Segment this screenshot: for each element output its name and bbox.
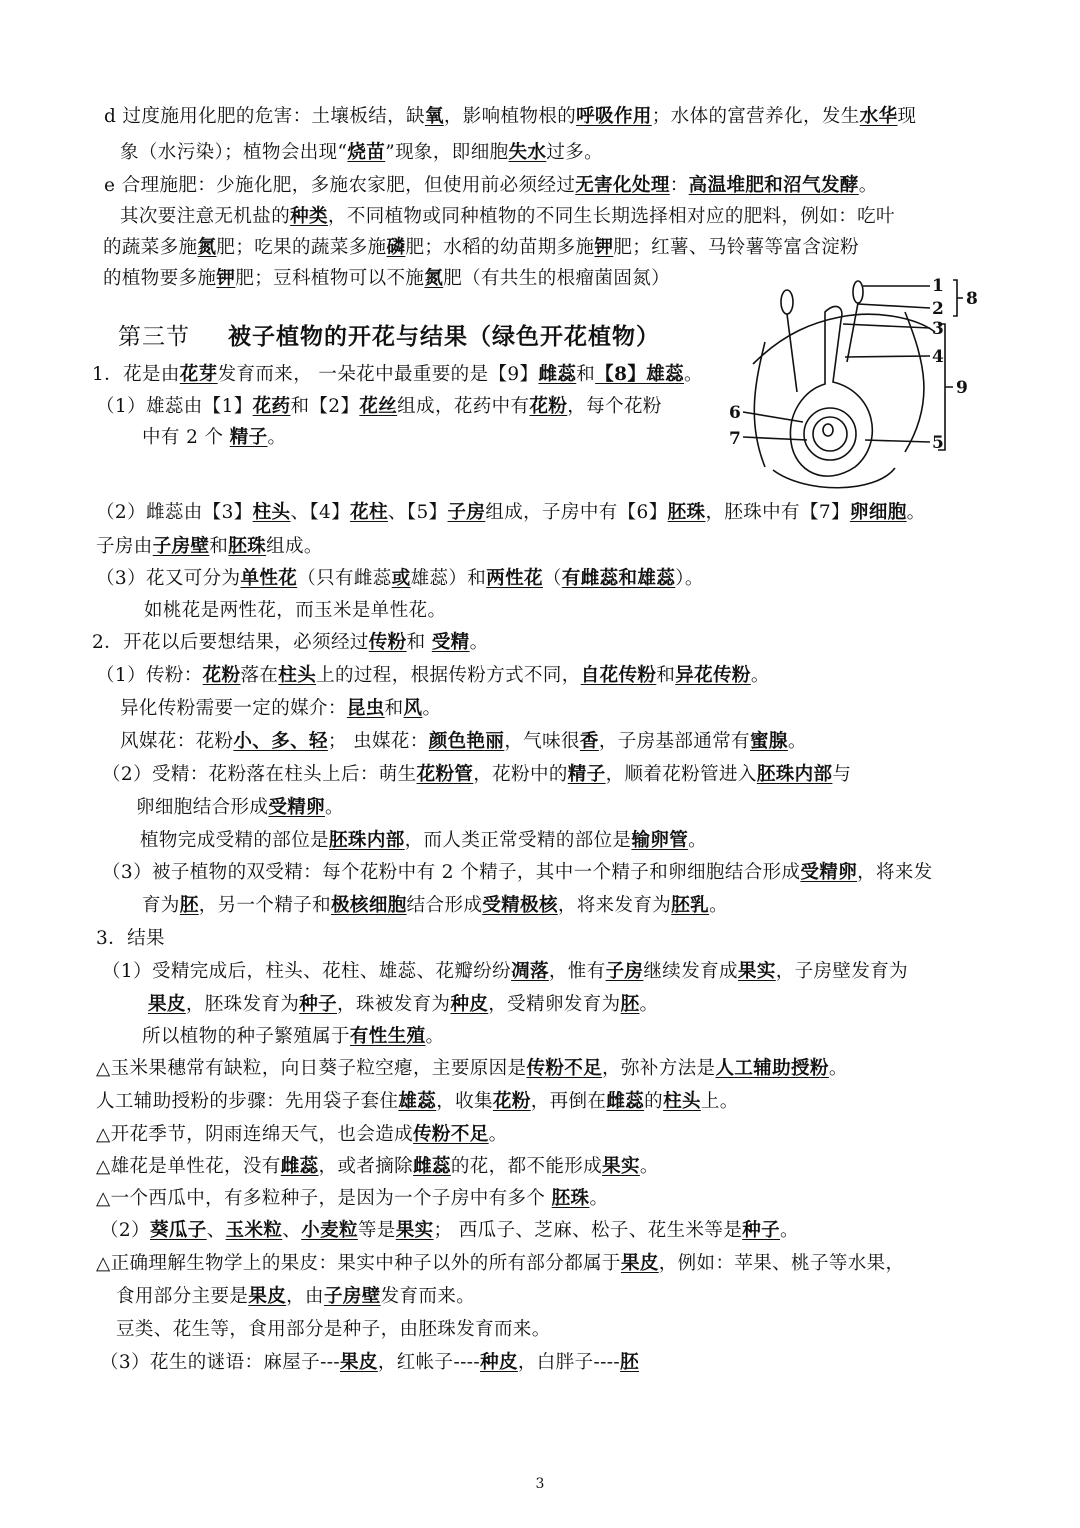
key-term: 柱头 xyxy=(278,665,317,686)
flower-structure-diagram xyxy=(725,272,985,498)
ovule-inner xyxy=(813,417,847,451)
text-segment: e xyxy=(104,175,122,196)
text-line-24 xyxy=(102,959,908,985)
text-segment: 现 xyxy=(897,106,917,127)
text-line-4 xyxy=(120,204,895,230)
key-term: 种子 xyxy=(299,994,338,1015)
text-segment: 中有 2 个 xyxy=(142,427,230,448)
text-line-7 xyxy=(92,362,703,388)
text-segment: 肥；吃果的蔬菜多施 xyxy=(216,237,387,258)
section-title: 被子植物的开花与结果（绿色开花植物） xyxy=(228,323,660,350)
label-6: 6 xyxy=(729,403,741,423)
key-term: 高温堆肥和沼气发酵 xyxy=(688,175,859,196)
text-segment: 2．开花以后要想结果，必须经过 xyxy=(92,632,369,653)
key-term: 花粉 xyxy=(202,665,241,686)
key-term: 传粉 xyxy=(368,632,407,653)
text-segment: 豆类、花生等，食用部分是种子，由胚珠发育而来。 xyxy=(116,1319,551,1340)
key-term: 受精卵 xyxy=(800,862,858,883)
label-1: 1 xyxy=(932,276,944,296)
label-2: 2 xyxy=(932,299,944,319)
key-term: 受精卵 xyxy=(268,797,326,818)
text-segment: 。 xyxy=(425,1026,445,1047)
key-term: 昆虫 xyxy=(346,698,385,719)
key-term: 果皮 xyxy=(248,1286,287,1307)
text-segment: 食用部分主要是 xyxy=(116,1286,249,1307)
text-segment: 雄蕊）和 xyxy=(410,568,487,589)
text-line-28 xyxy=(96,1089,739,1115)
text-line-10 xyxy=(96,500,926,526)
text-segment: 植物完成受精的部位是 xyxy=(140,830,330,851)
key-term: 氮 xyxy=(197,237,217,258)
key-term: 钾 xyxy=(216,268,236,289)
text-line-21 xyxy=(102,860,933,886)
text-line-16 xyxy=(120,696,441,722)
key-term: 胚乳 xyxy=(671,895,710,916)
text-segment: 。 xyxy=(639,1156,659,1177)
key-term: 异花传粉 xyxy=(675,665,751,686)
key-term: 或 xyxy=(391,568,411,589)
key-term: 果实 xyxy=(737,961,776,982)
key-term: 子房壁 xyxy=(152,536,210,557)
text-segment: 的花，都不能形成 xyxy=(450,1156,603,1177)
text-segment: 。 xyxy=(688,830,708,851)
text-segment: 继续发育成 xyxy=(643,961,738,982)
text-line-31 xyxy=(96,1186,608,1212)
key-term: 种皮 xyxy=(480,1352,518,1373)
text-segment: 、 xyxy=(282,1220,302,1241)
text-segment: 其次要注意无机盐的 xyxy=(120,206,291,227)
label-4: 4 xyxy=(932,347,944,367)
text-line-34 xyxy=(116,1284,475,1310)
text-segment: ； 西瓜子、芝麻、松子、花生米等是 xyxy=(433,1220,743,1241)
text-segment: ，惟有 xyxy=(548,961,606,982)
text-line-17 xyxy=(120,729,807,755)
text-segment: 异化传粉需要一定的媒介： xyxy=(120,698,347,719)
text-line-15 xyxy=(96,663,770,689)
text-segment: （ xyxy=(542,568,562,589)
text-line-11 xyxy=(96,534,323,560)
label-5: 5 xyxy=(932,433,944,453)
text-line-6 xyxy=(103,266,670,292)
key-term: 胚珠 xyxy=(667,502,706,523)
key-term: 花粉 xyxy=(529,396,568,417)
text-segment: 。 xyxy=(422,698,442,719)
key-term: 精子 xyxy=(229,427,268,448)
text-segment: 象（水污染）；植物会出现“ xyxy=(120,142,348,163)
text-segment: ： xyxy=(669,175,689,196)
text-line-8 xyxy=(96,394,662,420)
text-segment: 如桃花是两性花，而玉米是单性花。 xyxy=(144,600,447,621)
receptacle-shape xyxy=(773,468,895,488)
key-term: 葵瓜子 xyxy=(149,1220,207,1241)
key-term: 水华 xyxy=(859,106,898,127)
text-segment: 发育而来， 一朵花中最重要的是【9】 xyxy=(217,364,539,385)
text-segment: 和【2】 xyxy=(290,396,360,417)
key-term: 果皮 xyxy=(340,1352,378,1373)
left-anther-shape xyxy=(781,290,793,314)
text-segment: 。 xyxy=(589,1188,609,1209)
text-segment: ”现象，即细胞 xyxy=(385,142,509,163)
key-term: 种类 xyxy=(290,206,328,227)
text-segment: 肥；豆科植物可以不施 xyxy=(235,268,425,289)
text-segment: ，由 xyxy=(286,1286,324,1307)
key-term: 花粉管 xyxy=(416,764,474,785)
text-segment: 、【5】 xyxy=(387,502,448,523)
text-segment: △开花季节，阴雨连绵天气，也会造成 xyxy=(96,1124,414,1145)
text-segment: 3．结果 xyxy=(96,928,165,949)
text-segment: （只有雌蕊 xyxy=(297,568,392,589)
text-line-1 xyxy=(104,104,916,130)
key-term: 花粉 xyxy=(492,1091,531,1112)
key-term: 烧苗 xyxy=(347,142,386,163)
key-term: 胚珠 xyxy=(551,1188,590,1209)
text-segment: 的蔬菜多施 xyxy=(103,237,198,258)
text-segment: ，受精卵发育为 xyxy=(488,994,621,1015)
label-9: 9 xyxy=(956,378,968,398)
key-term: 蜜腺 xyxy=(750,731,788,752)
key-term: 花芽 xyxy=(179,364,218,385)
text-line-26 xyxy=(142,1024,444,1050)
text-segment: ，每个花粉 xyxy=(567,396,662,417)
text-segment: ，子房基部通常有 xyxy=(598,731,751,752)
text-segment: ，珠被发育为 xyxy=(337,994,451,1015)
text-segment: 卵细胞结合形成 xyxy=(136,797,269,818)
text-line-2 xyxy=(120,140,603,166)
key-term: 精子 xyxy=(567,764,606,785)
text-line-18 xyxy=(102,762,851,788)
text-segment: 。 xyxy=(267,427,287,448)
key-term: 小麦粒 xyxy=(301,1220,358,1241)
text-segment: 、 xyxy=(206,1220,226,1241)
text-line-3 xyxy=(104,173,878,199)
text-line-32 xyxy=(100,1218,799,1244)
key-term: 种子 xyxy=(742,1220,781,1241)
text-segment: 。 xyxy=(709,895,728,916)
key-term: 无害化处理 xyxy=(575,175,670,196)
text-segment: 育为 xyxy=(142,895,180,916)
text-segment: 等是 xyxy=(357,1220,396,1241)
text-segment: （2） xyxy=(100,1220,150,1241)
key-term: 两性花 xyxy=(486,568,543,589)
text-segment: 和 xyxy=(384,698,404,719)
text-segment: ，而人类正常受精的部位是 xyxy=(404,830,632,851)
text-segment: ，例如：苹果、桃子等水果， xyxy=(658,1253,905,1274)
text-segment: ，弥补方法是 xyxy=(602,1058,716,1079)
text-segment: 组成，花药中有 xyxy=(397,396,530,417)
key-term: 凋落 xyxy=(511,961,549,982)
key-term: 果皮 xyxy=(620,1253,659,1274)
key-term: 胚珠 xyxy=(228,536,267,557)
text-segment: 肥；水稻的幼苗期多施 xyxy=(405,237,595,258)
key-term: 雌蕊 xyxy=(413,1156,451,1177)
key-term: 雌蕊 xyxy=(606,1091,645,1112)
key-term: 传粉不足 xyxy=(526,1058,603,1079)
text-segment: ，或者摘除 xyxy=(318,1156,414,1177)
text-segment: ，收集 xyxy=(436,1091,493,1112)
text-segment: （3）花生的谜语：麻屋子--- xyxy=(100,1352,341,1373)
key-term: 极核细胞 xyxy=(331,895,407,916)
text-segment: ，花粉中的 xyxy=(473,764,568,785)
key-term: 有性生殖 xyxy=(349,1026,426,1047)
text-segment: 的 xyxy=(644,1091,664,1112)
bracket-9 xyxy=(938,324,953,450)
key-term: 雌蕊 xyxy=(280,1156,319,1177)
key-term: 自花传粉 xyxy=(580,665,657,686)
key-term: 受精极核 xyxy=(482,895,558,916)
text-segment: ； 虫媒花： xyxy=(327,731,429,752)
key-term: 氧 xyxy=(424,106,444,127)
text-segment: ，影响植物根的 xyxy=(443,106,577,127)
text-segment: （1）传粉： xyxy=(96,665,203,686)
text-segment: 肥（有共生的根瘤菌固氮） xyxy=(443,268,671,289)
text-segment: 上的过程，根据传粉方式不同， xyxy=(316,665,581,686)
key-term: 胚珠内部 xyxy=(329,830,405,851)
label-7: 7 xyxy=(729,429,741,449)
text-line-33 xyxy=(96,1251,904,1277)
text-segment: △正确理解生物学上的果皮：果实中种子以外的所有部分都属于 xyxy=(96,1253,621,1274)
text-line-9 xyxy=(142,425,286,451)
key-term: 氮 xyxy=(424,268,444,289)
text-segment: 和 xyxy=(576,364,596,385)
text-segment: 。 xyxy=(325,797,344,818)
key-term: 果实 xyxy=(395,1220,434,1241)
text-segment: ，将来发 xyxy=(857,862,933,883)
text-line-20 xyxy=(140,828,707,854)
text-segment: 。 xyxy=(750,665,770,686)
key-term: 子房 xyxy=(605,961,644,982)
bracket-8 xyxy=(953,280,963,316)
key-term: 胚 xyxy=(620,1352,639,1373)
egg-cell-shape xyxy=(823,424,833,436)
text-segment: ，另一个精子和 xyxy=(198,895,332,916)
key-term: 柱头 xyxy=(663,1091,701,1112)
text-line-13 xyxy=(144,598,446,624)
text-segment: ；水体的富营养化，发生 xyxy=(651,106,860,127)
text-segment: 和 xyxy=(656,665,676,686)
text-line-27 xyxy=(96,1056,848,1082)
text-line-5 xyxy=(103,235,859,261)
key-term: 花药 xyxy=(252,396,291,417)
text-segment: （3）花又可分为 xyxy=(96,568,241,589)
text-segment: （1）雄蕊由【1】 xyxy=(96,396,253,417)
label-3: 3 xyxy=(932,319,944,339)
key-term: 香 xyxy=(579,731,599,752)
text-segment: 风媒花：花粉 xyxy=(120,731,234,752)
text-segment: △雄花是单性花，没有 xyxy=(96,1156,281,1177)
text-segment: 上。 xyxy=(700,1091,739,1112)
text-segment: 子房由 xyxy=(96,536,153,557)
key-term: 玉米粒 xyxy=(225,1220,283,1241)
key-term: 受精 xyxy=(431,632,470,653)
text-segment: 组成，子房中有【6】 xyxy=(485,502,668,523)
text-line-22 xyxy=(142,893,728,919)
key-term: 雄蕊 xyxy=(398,1091,437,1112)
section-number: 第三节 xyxy=(118,324,190,350)
text-segment: 人工辅助授粉的步骤：先用袋子套住 xyxy=(96,1091,399,1112)
text-segment: 过度施用化肥的危害：土壤板结，缺 xyxy=(122,106,425,127)
key-term: 风 xyxy=(403,698,423,719)
text-segment: 和 xyxy=(209,536,229,557)
text-segment: （2）受精：花粉落在柱头上后：萌生 xyxy=(102,764,417,785)
key-term: 钾 xyxy=(594,237,614,258)
text-segment: ，胚珠发育为 xyxy=(185,994,300,1015)
key-term: 柱头 xyxy=(252,502,291,523)
text-segment: 。 xyxy=(906,502,926,523)
text-segment: ，将来发育为 xyxy=(557,895,672,916)
text-segment: ）。 xyxy=(675,568,704,589)
key-term: 传粉不足 xyxy=(413,1124,489,1145)
right-filament-shape xyxy=(847,303,858,362)
left-filament-shape xyxy=(787,314,797,392)
text-segment: ，再倒在 xyxy=(530,1091,607,1112)
text-segment: ，顺着花粉管进入 xyxy=(605,764,757,785)
page-number: 3 xyxy=(535,1476,545,1492)
text-segment: 。 xyxy=(780,1220,799,1241)
text-segment: 所以植物的种子繁殖属于 xyxy=(142,1026,350,1047)
text-segment: 组成。 xyxy=(266,536,323,557)
section-heading xyxy=(118,318,660,351)
text-segment: ，不同植物或同种植物的不同生长期选择相对应的肥料，例如：吃叶 xyxy=(327,206,895,227)
text-segment: 。 xyxy=(858,175,878,196)
ovule-outer xyxy=(804,408,856,460)
text-segment: d xyxy=(104,106,123,127)
text-segment: 。 xyxy=(684,364,703,385)
text-segment: ，胚珠中有【7】 xyxy=(705,502,850,523)
text-line-19 xyxy=(136,795,344,821)
key-term: 果实 xyxy=(602,1156,640,1177)
text-line-29 xyxy=(96,1122,508,1148)
text-segment: 。 xyxy=(639,994,659,1015)
text-segment: 结合形成 xyxy=(406,895,483,916)
text-line-30 xyxy=(96,1154,659,1180)
key-term: 果皮 xyxy=(148,994,186,1015)
text-segment: ，气味很 xyxy=(504,731,580,752)
text-line-23 xyxy=(96,926,165,952)
text-segment: 和 xyxy=(406,632,432,653)
key-term: 单性花 xyxy=(240,568,298,589)
text-segment: ，白胖子---- xyxy=(517,1352,621,1373)
key-term: 有雌蕊和雄蕊 xyxy=(561,568,676,589)
key-term: 输卵管 xyxy=(631,830,689,851)
text-segment: 肥；红薯、马铃薯等富含淀粉 xyxy=(613,237,860,258)
key-term: 雌蕊 xyxy=(538,364,577,385)
text-segment: ，子房壁发育为 xyxy=(775,961,909,982)
key-term: 胚珠内部 xyxy=(756,764,833,785)
text-segment: 合理施肥：少施化肥，多施农家肥，但使用前必须经过 xyxy=(121,175,576,196)
text-segment: 。 xyxy=(469,632,489,653)
text-segment: （2）雌蕊由【3】 xyxy=(96,502,253,523)
key-term: 人工辅助授粉 xyxy=(715,1058,829,1079)
text-segment: 。 xyxy=(828,1058,848,1079)
text-segment: （3）被子植物的双受精：每个花粉中有 2 个精子，其中一个精子和卵细胞结合形成 xyxy=(102,862,801,883)
text-segment: （1）受精完成后，柱头、花柱、雄蕊、花瓣纷纷 xyxy=(102,961,512,982)
right-anther-shape xyxy=(853,281,863,303)
key-term: 失水 xyxy=(508,142,547,163)
text-segment: 过多。 xyxy=(546,142,604,163)
key-term: 呼吸作用 xyxy=(576,106,652,127)
text-segment: 落在 xyxy=(240,665,279,686)
text-segment: 、【4】 xyxy=(290,502,351,523)
text-segment: ，红帐子---- xyxy=(377,1352,481,1373)
key-term: 卵细胞 xyxy=(849,502,907,523)
key-term: 胚 xyxy=(620,994,640,1015)
key-term: 子房 xyxy=(447,502,486,523)
key-term: 子房壁 xyxy=(323,1286,381,1307)
text-segment: 1．花是由 xyxy=(92,364,180,385)
text-segment: 发育而来。 xyxy=(380,1286,476,1307)
text-line-35 xyxy=(116,1317,551,1343)
text-segment: 。 xyxy=(787,731,807,752)
label-8: 8 xyxy=(966,289,978,309)
text-segment: 与 xyxy=(832,764,852,785)
text-line-36 xyxy=(100,1350,639,1376)
key-term: 【8】雄蕊 xyxy=(595,364,685,385)
key-term: 花柱 xyxy=(350,502,388,523)
text-segment: 。 xyxy=(488,1124,508,1145)
text-line-12 xyxy=(96,566,704,592)
key-term: 小、多、轻 xyxy=(233,731,328,752)
key-term: 胚 xyxy=(179,895,199,916)
text-segment: △玉米果穗常有缺粒，向日葵子粒空瘪，主要原因是 xyxy=(96,1058,527,1079)
text-segment: △一个西瓜中，有多粒种子，是因为一个子房中有多个 xyxy=(96,1188,552,1209)
key-term: 种皮 xyxy=(450,994,489,1015)
text-segment: 的植物要多施 xyxy=(103,268,217,289)
key-term: 磷 xyxy=(386,237,406,258)
key-term: 颜色艳丽 xyxy=(428,731,505,752)
text-line-25 xyxy=(148,992,658,1018)
text-line-14 xyxy=(92,630,489,656)
key-term: 花丝 xyxy=(359,396,398,417)
